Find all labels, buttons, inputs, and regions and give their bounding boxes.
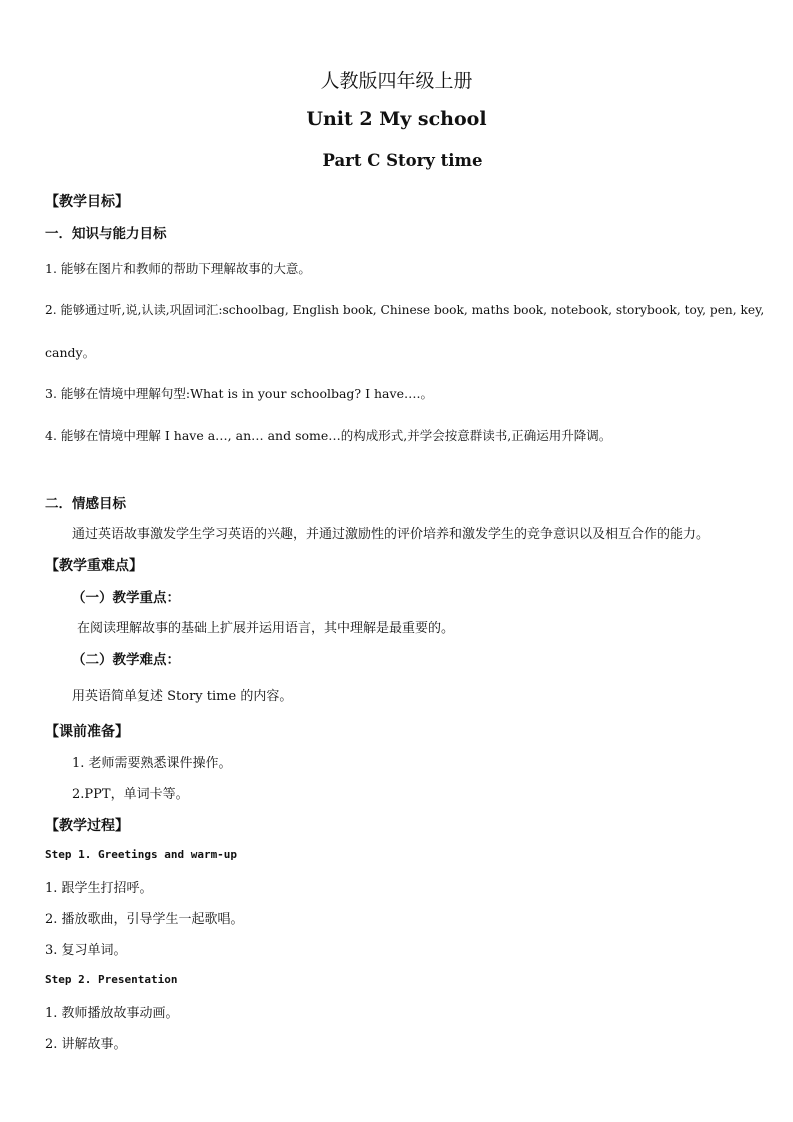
step1-item-2: 2. 播放歌曲，引导学生一起歌唱。	[45, 912, 244, 927]
step1-title: Step 1. Greetings and warm-up	[45, 848, 238, 861]
keypoints-heading: 【教学重难点】	[45, 558, 143, 574]
step2-item-2: 2. 讲解故事。	[45, 1037, 127, 1052]
step2-title: Step 2. Presentation	[45, 973, 178, 986]
unit-title: Unit 2 My school	[306, 108, 487, 130]
prep-heading: 【课前准备】	[45, 724, 129, 740]
key-text: 在阅读理解故事的基础上扩展并运用语言，其中理解是最重要的。	[77, 621, 455, 636]
step2-item-1: 1. 教师播放故事动画。	[45, 1006, 179, 1021]
emotion-heading: 二．情感目标	[45, 496, 126, 512]
objective-2-cont: candy。	[45, 345, 96, 360]
objectives-heading: 【教学目标】	[45, 194, 129, 210]
prep-item-1: 1. 老师需要熟悉课件操作。	[72, 756, 232, 771]
process-heading: 【教学过程】	[45, 818, 129, 834]
difficulty-subheading: （二）教学难点：	[72, 652, 180, 668]
prep-item-2: 2.PPT，单词卡等。	[72, 787, 189, 802]
objective-2: 2. 能够通过听,说,认读,巩固词汇:schoolbag, English book, Chinese book, maths book, notebook, storybook, toy, pen, key,	[45, 303, 765, 317]
document-title: 人教版四年级上册	[320, 70, 473, 92]
knowledge-heading: 一．知识与能力目标	[45, 226, 167, 242]
key-subheading: （一）教学重点：	[72, 590, 180, 606]
objective-4: 4. 能够在情境中理解 I have a…, an… and some…的构成形式,并学会按意群读书,正确运用升降调。	[45, 428, 612, 443]
step1-item-3: 3. 复习单词。	[45, 943, 127, 958]
emotion-text: 通过英语故事激发学生学习英语的兴趣，并通过激励性的评价培养和激发学生的竞争意识以及相互合作的能力。	[72, 527, 710, 542]
objective-3: 3. 能够在情境中理解句型:What is in your schoolbag? I have….。	[45, 386, 433, 401]
objective-1: 1. 能够在图片和教师的帮助下理解故事的大意。	[45, 261, 311, 276]
difficulty-text: 用英语简单复述 Story time 的内容。	[72, 689, 293, 704]
part-title: Part C Story time	[322, 151, 483, 170]
step1-item-1: 1. 跟学生打招呼。	[45, 881, 153, 896]
